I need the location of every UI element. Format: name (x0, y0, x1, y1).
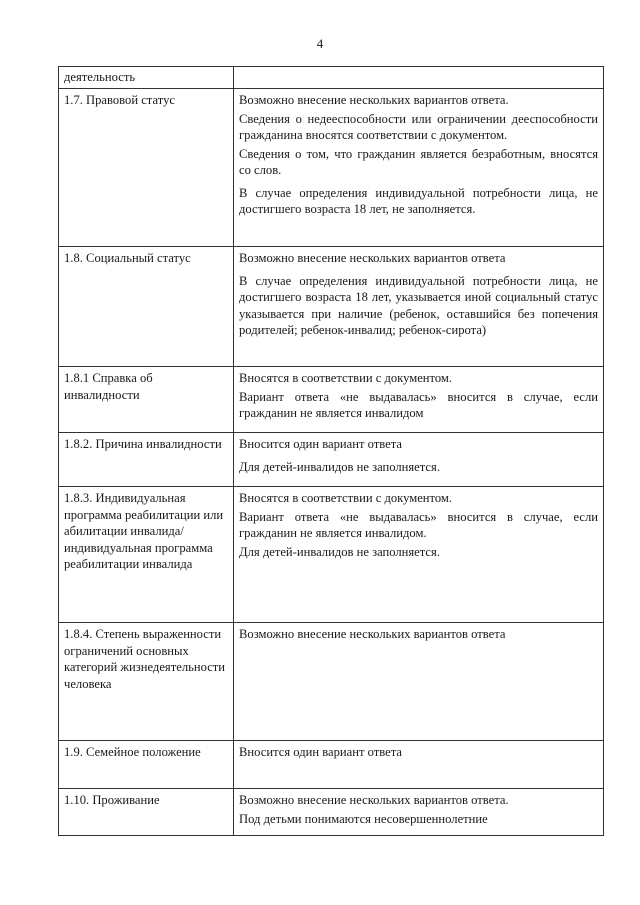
table-row (59, 433, 604, 487)
row-text: Возможно внесение нескольких вариантов ответа (239, 627, 506, 641)
row-description (234, 433, 604, 487)
table-row (59, 623, 604, 741)
row-text: Сведения о том, что гражданин является безработным, вносятся со слов. (239, 146, 598, 177)
row-text: Возможно внесение нескольких вариантов ответа (239, 251, 506, 265)
row-description (234, 89, 604, 247)
table-row (59, 247, 604, 367)
row-text: Для детей-инвалидов не заполняется. (239, 544, 440, 559)
row-text: Сведения о недееспособности или ограничении дееспособности гражданина вносятся соответствии с документом. (239, 111, 598, 142)
row-text: Вариант ответа «не выдавалась» вносится в случае, если гражданин не является инвалидом. (239, 509, 598, 540)
row-label: 1.7. Правовой статус (59, 89, 234, 247)
table-row (59, 367, 604, 433)
row-description (234, 247, 604, 367)
row-text: Возможно внесение нескольких вариантов ответа. (239, 93, 509, 107)
row-label: 1.10. Проживание (59, 789, 234, 836)
table-row (59, 741, 604, 789)
row-text: Вносятся в соответствии с документом. (239, 371, 453, 385)
row-text: Вариант ответа «не выдавалась» вносится в случае, если гражданин не является инвалидом (239, 389, 598, 420)
document-table (58, 66, 604, 836)
row-label: 1.8.1 Справка об инвалидности (59, 367, 234, 433)
row-text: Для детей-инвалидов не заполняется. (239, 459, 440, 474)
row-description (234, 367, 604, 433)
row-label: 1.8.3. Индивидуальная программа реабилитации или абилитации инвалида/ индивидуальная программа реабилитации инвалида (59, 487, 234, 623)
table-row (59, 789, 604, 836)
table-row (59, 487, 604, 623)
row-text: Под детьми понимаются несовершеннолетние (239, 811, 488, 826)
row-text: Возможно внесение нескольких вариантов ответа. (239, 793, 509, 807)
row-description (234, 789, 604, 836)
page-number: 4 (316, 36, 324, 51)
row-text: В случае определения индивидуальной потребности лица, не достигшего возраста 18 лет, указывается иной социальный статус указывается при наличие (ребенок, оставшийся без попечения родителей; ребенок-инвалид; ребенок-сирота) (239, 273, 598, 337)
row-text: Вносится один вариант ответа (239, 437, 402, 451)
row-label: 1.9. Семейное положение (59, 741, 234, 789)
table-row (59, 89, 604, 247)
table-row (59, 67, 604, 89)
row-label: 1.8.2. Причина инвалидности (59, 433, 234, 487)
row-label: 1.8.4. Степень выраженности ограничений основных категорий жизнедеятельности человека (59, 623, 234, 741)
row-text: Вносятся в соответствии с документом. (239, 491, 453, 505)
row-text: Вносится один вариант ответа (239, 745, 402, 759)
row-description (234, 67, 604, 89)
row-description (234, 623, 604, 741)
row-label: 1.8. Социальный статус (59, 247, 234, 367)
row-text: В случае определения индивидуальной потребности лица, не достигшего возраста 18 лет, не заполняется. (239, 185, 598, 216)
row-description (234, 741, 604, 789)
row-description (234, 487, 604, 623)
row-label: деятельность (59, 67, 234, 89)
